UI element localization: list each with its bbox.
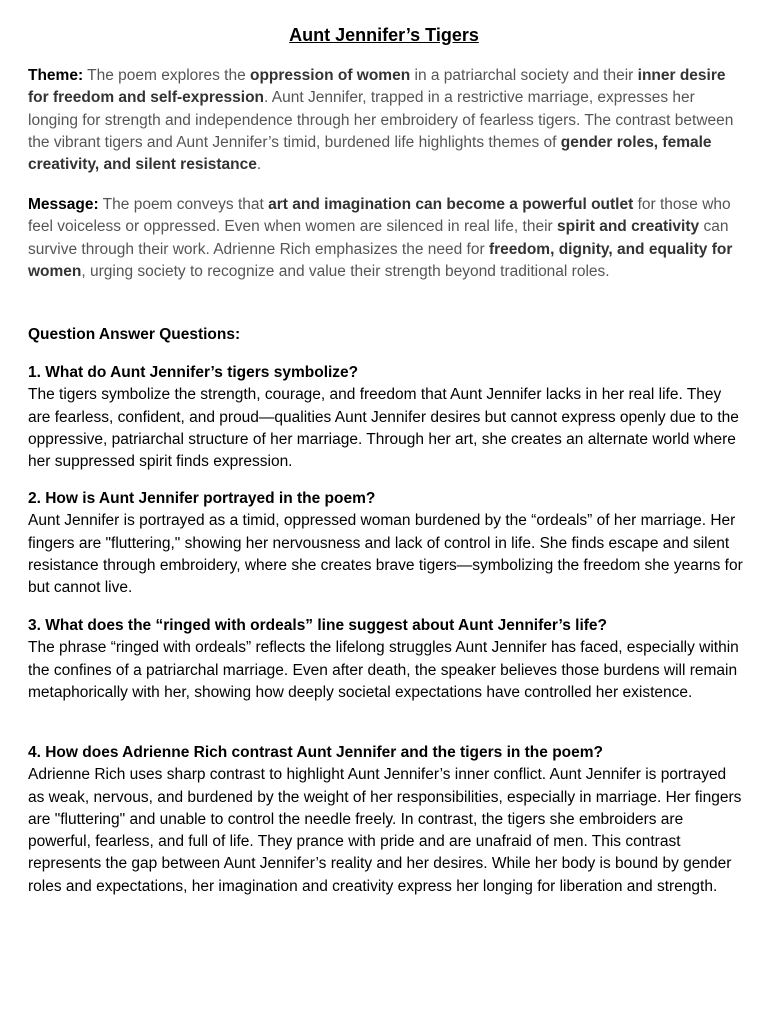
theme-text-3: . Aunt Jennifer, trapped in a restrictive marriage, expresses her longing for strength and independence through her embroidery of fearless tigers. The contrast between the vibrant tigers and Aunt Jennifer’s timid, burdened life highlights themes of	[28, 89, 734, 151]
question-2: 2. How is Aunt Jennifer portrayed in the poem?	[28, 490, 376, 507]
message-label: Message:	[28, 196, 99, 213]
question-4: 4. How does Adrienne Rich contrast Aunt Jennifer and the tigers in the poem?	[28, 744, 604, 761]
message-bold-2: spirit and creativity	[557, 218, 700, 236]
answer-4: Adrienne Rich uses sharp contrast to highlight Aunt Jennifer’s inner conflict. Aunt Jennifer is portrayed as weak, nervous, and burdened by the weight of her responsibilities, especially in marriage. Her fingers are "fluttering" and unable to control the needle freely. In contrast, the tigers she embroiders are powerful, fearless, and full of life. They prance with pride and are unafraid of men. This contrast represents the gap between Aunt Jennifer’s reality and her desires. While her body is bound by gender roles and expectations, her imagination and creativity express her longing for liberation and strength.	[28, 766, 742, 895]
page-title: Aunt Jennifer’s Tigers	[289, 25, 479, 45]
message-text-3: can survive through their work. Adrienne Rich emphasizes the need for	[28, 218, 729, 258]
message-text-1: The poem conveys that	[98, 196, 269, 213]
message-bold-3: freedom, dignity, and equality for women	[28, 240, 733, 280]
message-paragraph	[28, 194, 744, 283]
theme-text-4: .	[256, 156, 262, 174]
answer-1: The tigers symbolize the strength, courage, and freedom that Aunt Jennifer lacks in her real life. They are fearless, confident, and proud—qualities Aunt Jennifer desires but cannot express openly due to the oppressive, patriarchal structure of her marriage. Through her art, she creates an alternate world where her suppressed spirit finds expression.	[28, 386, 739, 471]
message-bold-1: art and imagination can become a powerful outlet	[268, 196, 634, 213]
qa-item-1	[28, 362, 744, 473]
theme-text-2: in a patriarchal society and their	[410, 67, 638, 84]
theme-bold-3: gender roles, female creativity, and silent resistance	[28, 133, 712, 174]
answer-3: The phrase “ringed with ordeals” reflects the lifelong struggles Aunt Jennifer has faced, especially within the confines of a patriarchal marriage. Even after death, the speaker believes those burdens will remain metaphorically with her, showing how deeply societal expectations have controlled her existence.	[28, 639, 739, 701]
qa-item-3	[28, 615, 744, 704]
qa-item-4	[28, 742, 744, 898]
theme-paragraph	[28, 65, 744, 176]
message-text-4: , urging society to recognize and value their strength beyond traditional roles.	[81, 262, 610, 280]
theme-bold-1: oppression of women	[250, 67, 411, 84]
message-text-2: for those who feel voiceless or oppressed. Even when women are silenced in real life, their	[28, 196, 731, 236]
question-3: 3. What does the “ringed with ordeals” line suggest about Aunt Jennifer’s life?	[28, 617, 608, 634]
theme-label: Theme:	[28, 67, 84, 84]
qa-heading: Question Answer Questions:	[28, 326, 241, 343]
answer-2: Aunt Jennifer is portrayed as a timid, oppressed woman burdened by the “ordeals” of her marriage. Her fingers are "fluttering," showing her nervousness and lack of control in life. She finds escape and silent resistance through embroidery, where she creates brave tigers—symbolizing the freedom she yearns for but cannot live.	[28, 512, 743, 597]
theme-text-1: The poem explores the	[83, 67, 250, 84]
question-1: 1. What do Aunt Jennifer’s tigers symbolize?	[28, 364, 359, 381]
qa-item-2	[28, 488, 744, 599]
theme-bold-2: inner desire for freedom and self-expression	[28, 67, 726, 107]
